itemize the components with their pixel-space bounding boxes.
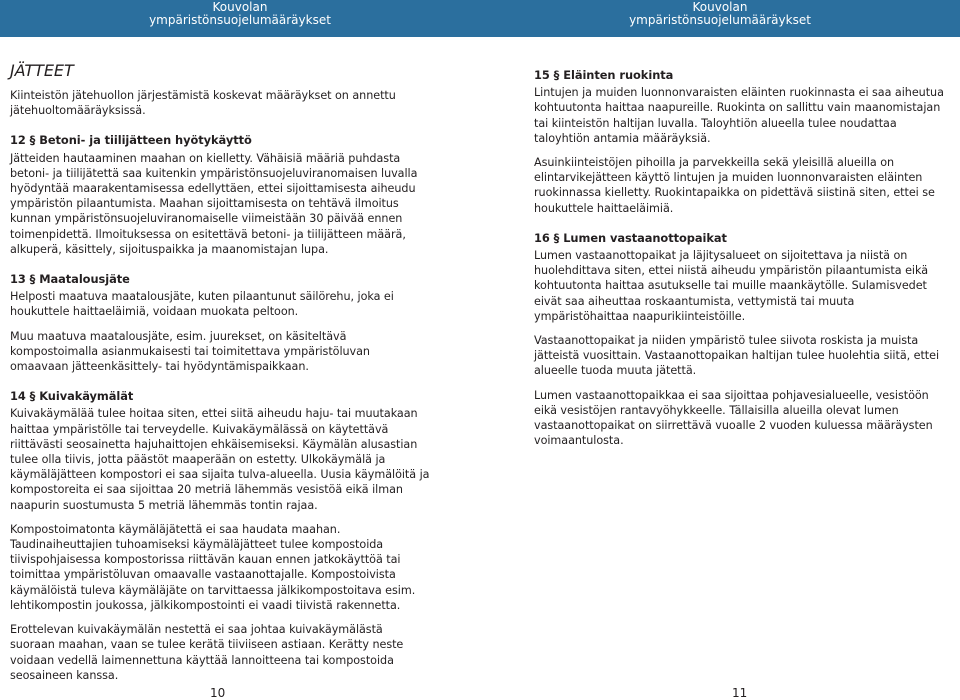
section-14-paragraph-2: Kompostoimatonta käymäläjätettä ei saa haudata maahan. Taudinaiheuttajien tuhoamiseksi käymäläjätteet tulee kompostoida tiivispohjaisessa kompostorissa riittävän kauan ennen jatkokäyttöä tai toimittaa ympäristöluvan omaavalle vastaanottajalle. Kompostoivista käymälöistä tuleva käymäläjäte on tarvittaessa jälkikompostoitava esim. lehtikompostin joukossa, jälkikompostointi ei vaadi tiivistä rakennetta.: [10, 522, 416, 612]
section-12-paragraph-1: Jätteiden hautaaminen maahan on kielletty. Vähäisiä määriä puhdasta betoni- ja tiilijätettä saa kuitenkin ympäristönsuojeluviranomaisen luvalla hyödyntää maarakentamisessa edellyttäen, ettei sijoittamisesta aiheudu ympäristön pilaantumista. Maahan sijoittamisesta on tehtävä ilmoitus kunnan ympäristönsuojeluviranomaiselle viimeistään 30 päivää ennen toimenpidettä. Ilmoituksessa on esitettävä betoni- ja tiilijätteen määrä, alkuperä, käsittely, sijoituspaikka ja maanomistajan lupa.: [10, 151, 418, 256]
section-16-paragraph-3: Lumen vastaanottopaikkaa ei saa sijoittaa pohjavesialueelle, vesistöön eikä vesistöjen rantavyöhykkeelle. Tällaisilla alueilla olevat lumen vastaanottopaikat on siirrettävä vuoalle 2 vuoden kuluessa määräysten voimaantulosta.: [534, 388, 933, 448]
intro-paragraph: Kiinteistön jätehuollon järjestämistä koskevat määräykset on annettu jätehuoltomääräyksissä.: [10, 89, 396, 118]
header-line1: Kouvolan: [692, 0, 748, 14]
section-title-13: 13 § Maatalousjäte: [10, 272, 130, 287]
right-page: [480, 0, 960, 698]
left-page: [0, 0, 480, 698]
section-14-paragraph-1: Kuivakäymälää tulee hoitaa siten, ettei siitä aiheudu haju- tai muutakaan haittaa ympäristölle tai terveydelle. Kuivakäymälässä on käytettävä riittävästi seosainetta hajuhaittojen ehkäisemiseksi. Käymälän alusastian tulee olla tiivis, jotta päästöt maaperään on estetty. Ulkokäymälä ja käymäläjätteen kompostori ei saa sijaita tulva-alueella. Uusia käymälöitä ja kompostoreita ei saa sijoittaa 20 metriä lähemmäs vesistöä eikä ilman naapurin suostumusta 5 metriä lähemmäs tontin rajaa.: [10, 407, 430, 512]
right-page-header: [480, 0, 960, 37]
section-main-title: JÄTTEET: [10, 61, 74, 80]
section-title-14: 14 § Kuivakäymälät: [10, 389, 134, 404]
header-line1: Kouvolan: [212, 0, 268, 14]
right-page-content: [534, 68, 944, 457]
section-14-paragraph-3: Erottelevan kuivakäymälän nestettä ei saa johtaa kuivakäymälästä suoraan maahan, vaan se tulee kerätä tiiviiseen astiaan. Kerätty neste voidaan vedellä laimennettuna käyttää lannoitteena tai kompostoida seosaineen kanssa.: [10, 623, 404, 682]
section-title-16: 16 § Lumen vastaanottopaikat: [534, 230, 727, 245]
page-number-left: 10: [210, 686, 226, 700]
section-16-paragraph-2: Vastaanottopaikat ja niiden ympäristö tulee siivota roskista ja muista jätteistä vuosittain. Vastaanottopaikan haltijan tulee huolehtia siitä, ettei alueelle tuoda muuta jätettä.: [534, 334, 940, 378]
left-page-content: [10, 62, 430, 692]
header-line2: ympäristönsuojelumääräykset: [629, 13, 811, 27]
section-15-paragraph-1: Lintujen ja muiden luonnonvaraisten eläinten ruokinnasta ei saa aiheutua kohtuutonta haittaa naapureille. Ruokinta on sallittu vain maanomistajan tai kiinteistön haltijan luvalla. Taloyhtiön alueella tulee noudattaa taloyhtiön antamia määräyksiä.: [534, 86, 944, 145]
header-line2: ympäristönsuojelumääräykset: [149, 13, 331, 27]
section-title-15: 15 § Eläinten ruokinta: [534, 68, 674, 82]
section-15-paragraph-2: Asuinkiinteistöjen pihoilla ja parvekkeilla sekä yleisillä alueilla on elintarvikejätteen käyttö lintujen ja muiden luonnonvaraisten eläinten ruokinnassa kielletty. Ruokintapaikka on pidettävä siistinä siten, ettei se houkuttele haittaeläimiä.: [534, 156, 935, 215]
section-16-paragraph-1: Lumen vastaanottopaikat ja läjitysalueet on sijoitettava ja niistä on huolehdittava siten, ettei niistä aiheudu ympäristön pilaantumista eikä kohtuutonta haittaa asutukselle tai muille maankäytölle. Sulamisvedet eivät saa aiheuttaa roskaantumista, vettymistä tai muuta ympäristöhaittaa naapurikiinteistöille.: [534, 249, 929, 323]
left-page-header: [0, 0, 480, 37]
section-13-paragraph-2: Muu maatuva maatalousjäte, esim. juurekset, on käsiteltävä kompostoimalla asianmukaisesti tai toimitettava ympäristöluvan omaavaan jätteenkäsittely- tai hyödyntämispaikkaan.: [10, 329, 370, 374]
section-title-12: 12 § Betoni- ja tiilijätteen hyötykäyttö: [10, 133, 252, 148]
page-number-right: 11: [732, 686, 748, 700]
section-13-paragraph-1: Helposti maatuva maatalousjäte, kuten pilaantunut säilörehu, joka ei houkuttele haittaeläimiä, voidaan muokata peltoon.: [10, 290, 394, 319]
